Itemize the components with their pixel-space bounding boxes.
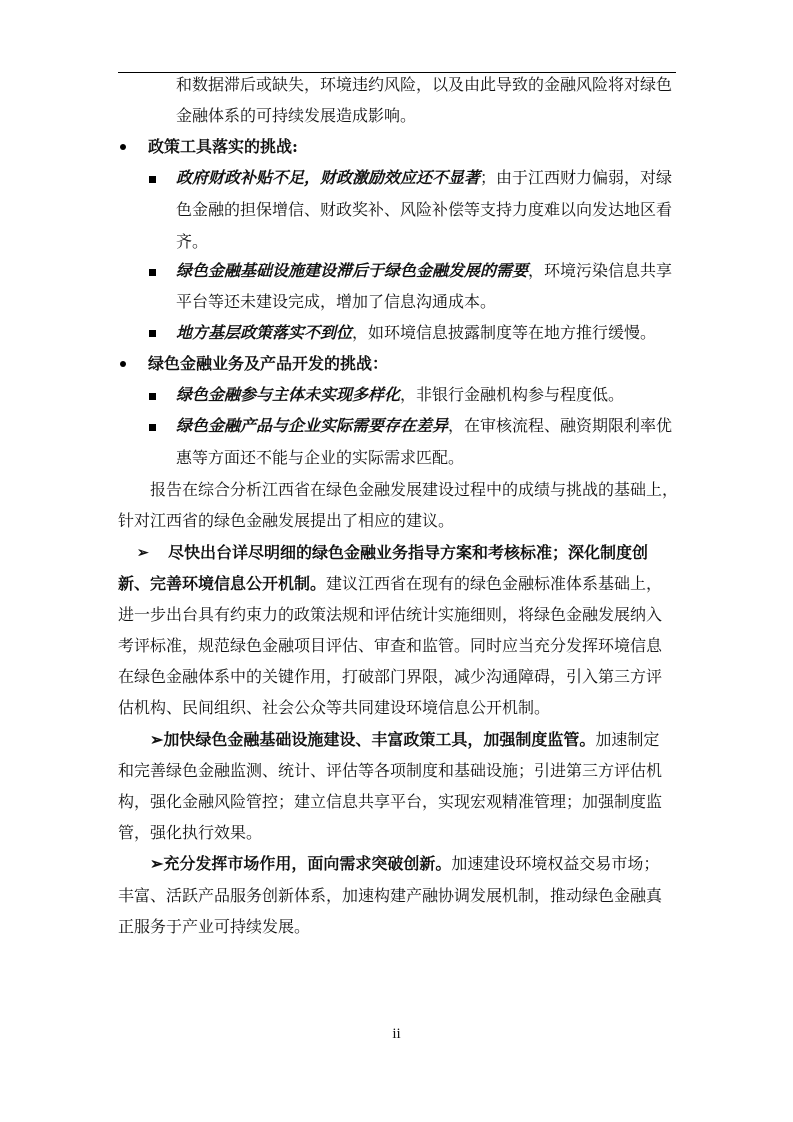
paragraph-line: 新、完善环境信息公开机制。建议江西省在现有的绿色金融标准体系基础上， — [118, 574, 663, 593]
paragraph-line: 金融体系的可持续发展造成影响。 — [176, 106, 417, 125]
paragraph-line: 色金融的担保增信、财政奖补、风险补偿等支持力度难以向发达地区看 — [176, 200, 673, 219]
suggestion-heading: 加快绿色金融基础设施建设、丰富政策工具，加强制度监管。 — [163, 730, 596, 749]
paragraph-line: 管，强化执行效果。 — [118, 823, 263, 842]
page-number: ii — [392, 1026, 401, 1042]
list-item: 绿色金融基础设施建设滞后于绿色金融发展的需要，环境污染信息共享 — [176, 261, 673, 280]
paragraph-line: 齐。 — [176, 232, 209, 251]
paragraph-line: 惠等方面还不能与企业的实际需求匹配。 — [176, 448, 465, 467]
list-item-title: 政府财政补贴不足，财政激励效应还不显著 — [176, 168, 481, 187]
paragraph-line: 丰富、活跃产品服务创新体系，加速构建产融协调发展机制，推动绿色金融真 — [118, 886, 663, 905]
list-item-title: 绿色金融基础设施建设滞后于绿色金融发展的需要 — [176, 261, 529, 280]
list-item: 地方基层政策落实不到位，如环境信息披露制度等在地方推行缓慢。 — [176, 323, 657, 342]
paragraph-line: 进一步出台具有约束力的政策法规和评估统计实施细则，将绿色金融发展纳入 — [118, 605, 663, 624]
section-heading: 政策工具落实的挑战: — [148, 137, 298, 156]
list-item: 绿色金融产品与企业实际需要存在差异，在审核流程、融资期限利率优 — [176, 416, 673, 435]
paragraph-line: 在绿色金融体系中的关键作用，打破部门界限，减少沟通障碍，引入第三方评 — [118, 667, 663, 686]
list-item: 政府财政补贴不足，财政激励效应还不显著；由于江西财力偏弱，对绿 — [176, 168, 673, 187]
suggestion-heading: 充分发挥市场作用，面向需求突破创新。 — [163, 854, 452, 873]
paragraph-line: 正服务于产业可持续发展。 — [118, 917, 311, 936]
paragraph-line: 考评标准，规范绿色金融项目评估、审查和监管。同时应当充分发挥环境信息 — [118, 636, 663, 655]
section-heading: 绿色金融业务及产品开发的挑战： — [148, 354, 389, 373]
square-bullet-icon — [149, 330, 156, 337]
paragraph-line: 平台等还未建设完成，增加了信息沟通成本。 — [176, 292, 497, 311]
square-bullet-icon — [149, 176, 156, 183]
square-bullet-icon — [149, 424, 156, 431]
paragraph-line: 估机构、民间组织、社会公众等共同建设环境信息公开机制。 — [118, 698, 551, 717]
paragraph-line: 构，强化金融风险管控；建立信息共享平台，实现宏观精准管理；加强制度监 — [118, 792, 663, 811]
arrow-bullet-icon: ➢ — [137, 545, 149, 561]
square-bullet-icon — [149, 269, 156, 276]
list-item: 绿色金融参与主体未实现多样化，非银行金融机构参与程度低。 — [176, 385, 625, 404]
paragraph-line: 针对江西省的绿色金融发展提出了相应的建议。 — [118, 511, 455, 530]
arrow-bullet-icon: ➢ — [150, 854, 164, 873]
paragraph-line: 报告在综合分析江西省在绿色金融发展建设过程中的成绩与挑战的基础上， — [150, 480, 679, 499]
paragraph-line: ➢充分发挥市场作用，面向需求突破创新。加速建设环境权益交易市场； — [150, 854, 660, 873]
list-item-title: 绿色金融产品与企业实际需要存在差异 — [176, 416, 449, 435]
square-bullet-icon — [149, 393, 156, 400]
paragraph-line: 和完善绿色金融监测、统计、评估等各项制度和基础设施；引进第三方评估机 — [118, 761, 663, 780]
list-item-title: 绿色金融参与主体未实现多样化 — [176, 385, 401, 404]
paragraph-line: 和数据滞后或缺失，环境违约风险，以及由此导致的金融风险将对绿色 — [176, 75, 673, 94]
list-item-title: 地方基层政策落实不到位 — [176, 323, 353, 342]
arrow-bullet-icon: ➢ — [150, 730, 164, 749]
suggestion-heading: 尽快出台详尽明细的绿色金融业务指导方案和考核标准；深化制度创 — [168, 543, 649, 562]
bullet-dot-icon — [120, 144, 126, 150]
header-rule — [118, 72, 676, 73]
bullet-dot-icon — [120, 361, 126, 367]
paragraph-line: ➢加快绿色金融基础设施建设、丰富政策工具，加强制度监管。加速制定 — [150, 730, 660, 749]
